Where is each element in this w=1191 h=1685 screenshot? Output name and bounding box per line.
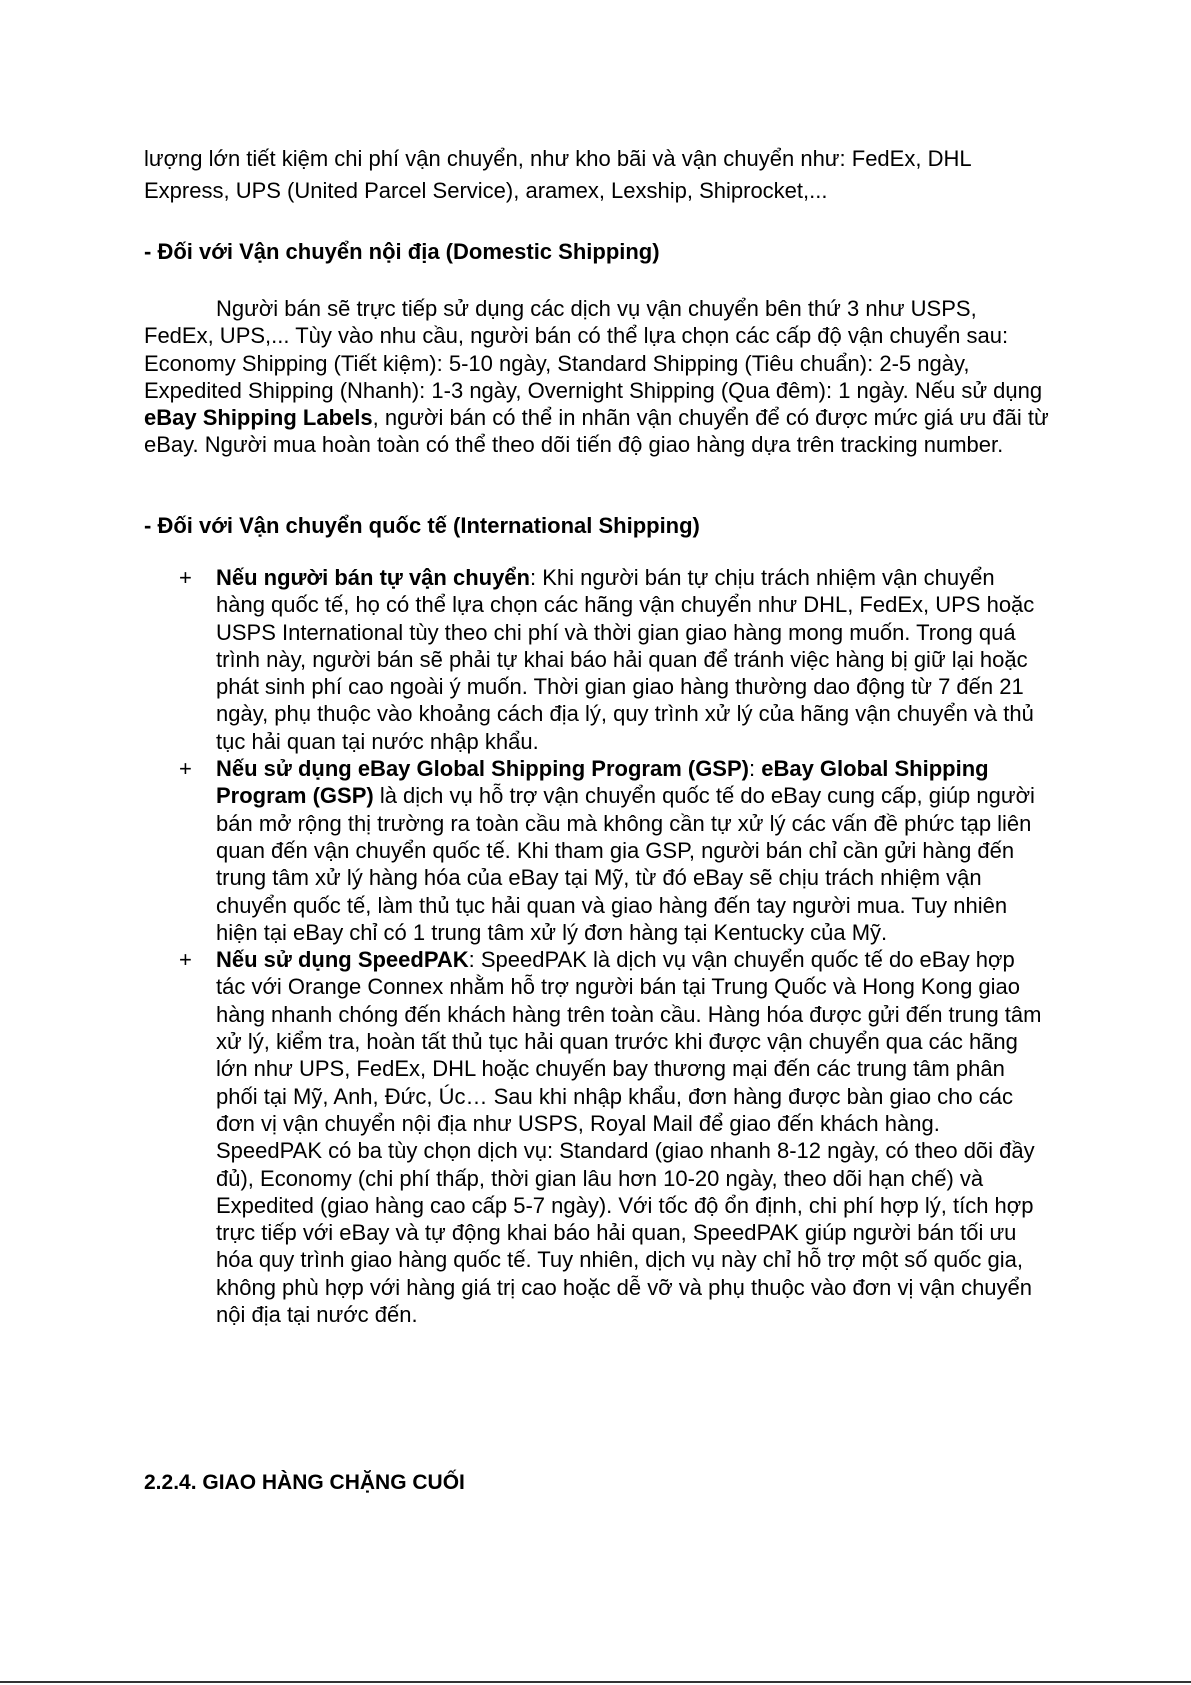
speedpak-text: : SpeedPAK là dịch vụ vận chuyển quốc tế do eBay hợp tác với Orange Connex nhằm hỗ trợ người bán tại Trung Quốc và Hong Kong giao hàng nhanh chóng đến khách hàng trên toàn cầu. Hàng hóa được gửi đến trung tâm xử lý, kiểm tra, hoàn tất thủ tục hải quan trước khi được vận chuyển qua các hãng lớn như UPS, FedEx, DHL hoặc chuyến bay thương mại đến các trung tâm phân phối tại Mỹ, Anh, Đức, Úc… Sau khi nhập khẩu, đơn hàng được bàn giao cho các đơn vị vận chuyển nội địa như USPS, Royal Mail để giao đến khách hàng. SpeedPAK có ba tùy chọn dịch vụ: Standard (giao nhanh 8-12 ngày, có theo dõi đầy đủ), Economy (chi phí thấp, thời gian lâu hơn 10-20 ngày, theo dõi hạn chế) và Expedited (giao hàng cao cấp 5-7 ngày). Với tốc độ ổn định, chi phí hợp lý, tích hợp trực tiếp với eBay và tự động khai báo hải quan, SpeedPAK giúp người bán tối ưu hóa quy trình giao hàng quốc tế. Tuy nhiên, dịch vụ này chỉ hỗ trợ một số quốc gia, không phù hợp với hàng giá trị cao hoặc dễ vỡ và phụ thuộc vào đơn vị vận chuyển nội địa tại nước đến. [216, 947, 1042, 1328]
gsp-name-term: eBay Global Shipping Program (GSP) [216, 756, 989, 809]
plus-bullet-marker: + [179, 565, 192, 590]
list-item [144, 755, 1049, 946]
speedpak-term: Nếu sử dụng SpeedPAK [216, 947, 469, 973]
international-options-list [144, 564, 1049, 1328]
domestic-shipping-paragraph [144, 295, 1049, 459]
list-item [144, 564, 1049, 755]
self-shipping-text: : Khi người bán tự chịu trách nhiệm vận chuyển hàng quốc tế, họ có thể lựa chọn các hãng vận chuyển như DHL, FedEx, UPS hoặc USPS International tùy theo chi phí và thời gian giao hàng mong muốn. Trong quá trình này, người bán sẽ phải tự khai báo hải quan để tránh việc hàng bị giữ lại hoặc phát sinh phí cao ngoài ý muốn. Thời gian giao hàng thường dao động từ 7 đến 21 ngày, phụ thuộc vào khoảng cách địa lý, quy trình xử lý của hãng vận chuyển và thủ tục hải quan tại nước nhập khẩu. [216, 565, 1035, 754]
gsp-separator: : [748, 756, 762, 782]
page-bottom-divider [0, 1681, 1191, 1683]
domestic-text-before: Người bán sẽ trực tiếp sử dụng các dịch vụ vận chuyển bên thứ 3 như USPS, FedEx, UPS,... Tùy vào nhu cầu, người bán có thể lựa chọn các cấp độ vận chuyển sau: Economy Shipping (Tiết kiệm): 5-10 ngày, Standard Shipping (Tiêu chuẩn): 2-5 ngày, Expedited Shipping (Nhanh): 1-3 ngày, Overnight Shipping (Qua đêm): 1 ngày. Nếu sử dụng [144, 296, 1043, 403]
ebay-shipping-labels-term: eBay Shipping Labels [144, 405, 373, 431]
list-item [144, 946, 1049, 1328]
intro-paragraph: lượng lớn tiết kiệm chi phí vận chuyển, như kho bãi và vận chuyển như: FedEx, DHL Express, UPS (United Parcel Service), aramex, Lexship, Shiprocket,... [144, 146, 971, 203]
self-shipping-term: Nếu người bán tự vận chuyển [216, 565, 530, 590]
section-heading-last-mile: 2.2.4. GIAO HÀNG CHẶNG CUỐI [144, 1471, 465, 1494]
gsp-text: là dịch vụ hỗ trợ vận chuyển quốc tế do eBay cung cấp, giúp người bán mở rộng thị trường ra toàn cầu mà không cần tự xử lý các vấn đề phức tạp liên quan đến vận chuyển quốc tế. Khi tham gia GSP, người bán chỉ cần gửi hàng đến trung tâm xử lý hàng hóa của eBay tại Mỹ, từ đó eBay sẽ chịu trách nhiệm vận chuyển quốc tế, làm thủ tục hải quan và giao hàng đến tay người mua. Tuy nhiên hiện tại eBay chỉ có 1 trung tâm xử lý đơn hàng tại Kentucky của Mỹ. [216, 783, 1035, 945]
plus-bullet-marker: + [179, 756, 192, 782]
domestic-shipping-heading: - Đối với Vận chuyển nội địa (Domestic Shipping) [144, 239, 660, 264]
gsp-option-term: Nếu sử dụng eBay Global Shipping Program (GSP) [216, 756, 749, 782]
international-shipping-heading: - Đối với Vận chuyển quốc tế (International Shipping) [144, 513, 700, 538]
domestic-text-after: , người bán có thể in nhãn vận chuyển để có được mức giá ưu đãi từ eBay. Người mua hoàn toàn có thể theo dõi tiến độ giao hàng dựa trên tracking number. [144, 405, 1049, 458]
plus-bullet-marker: + [179, 947, 192, 973]
